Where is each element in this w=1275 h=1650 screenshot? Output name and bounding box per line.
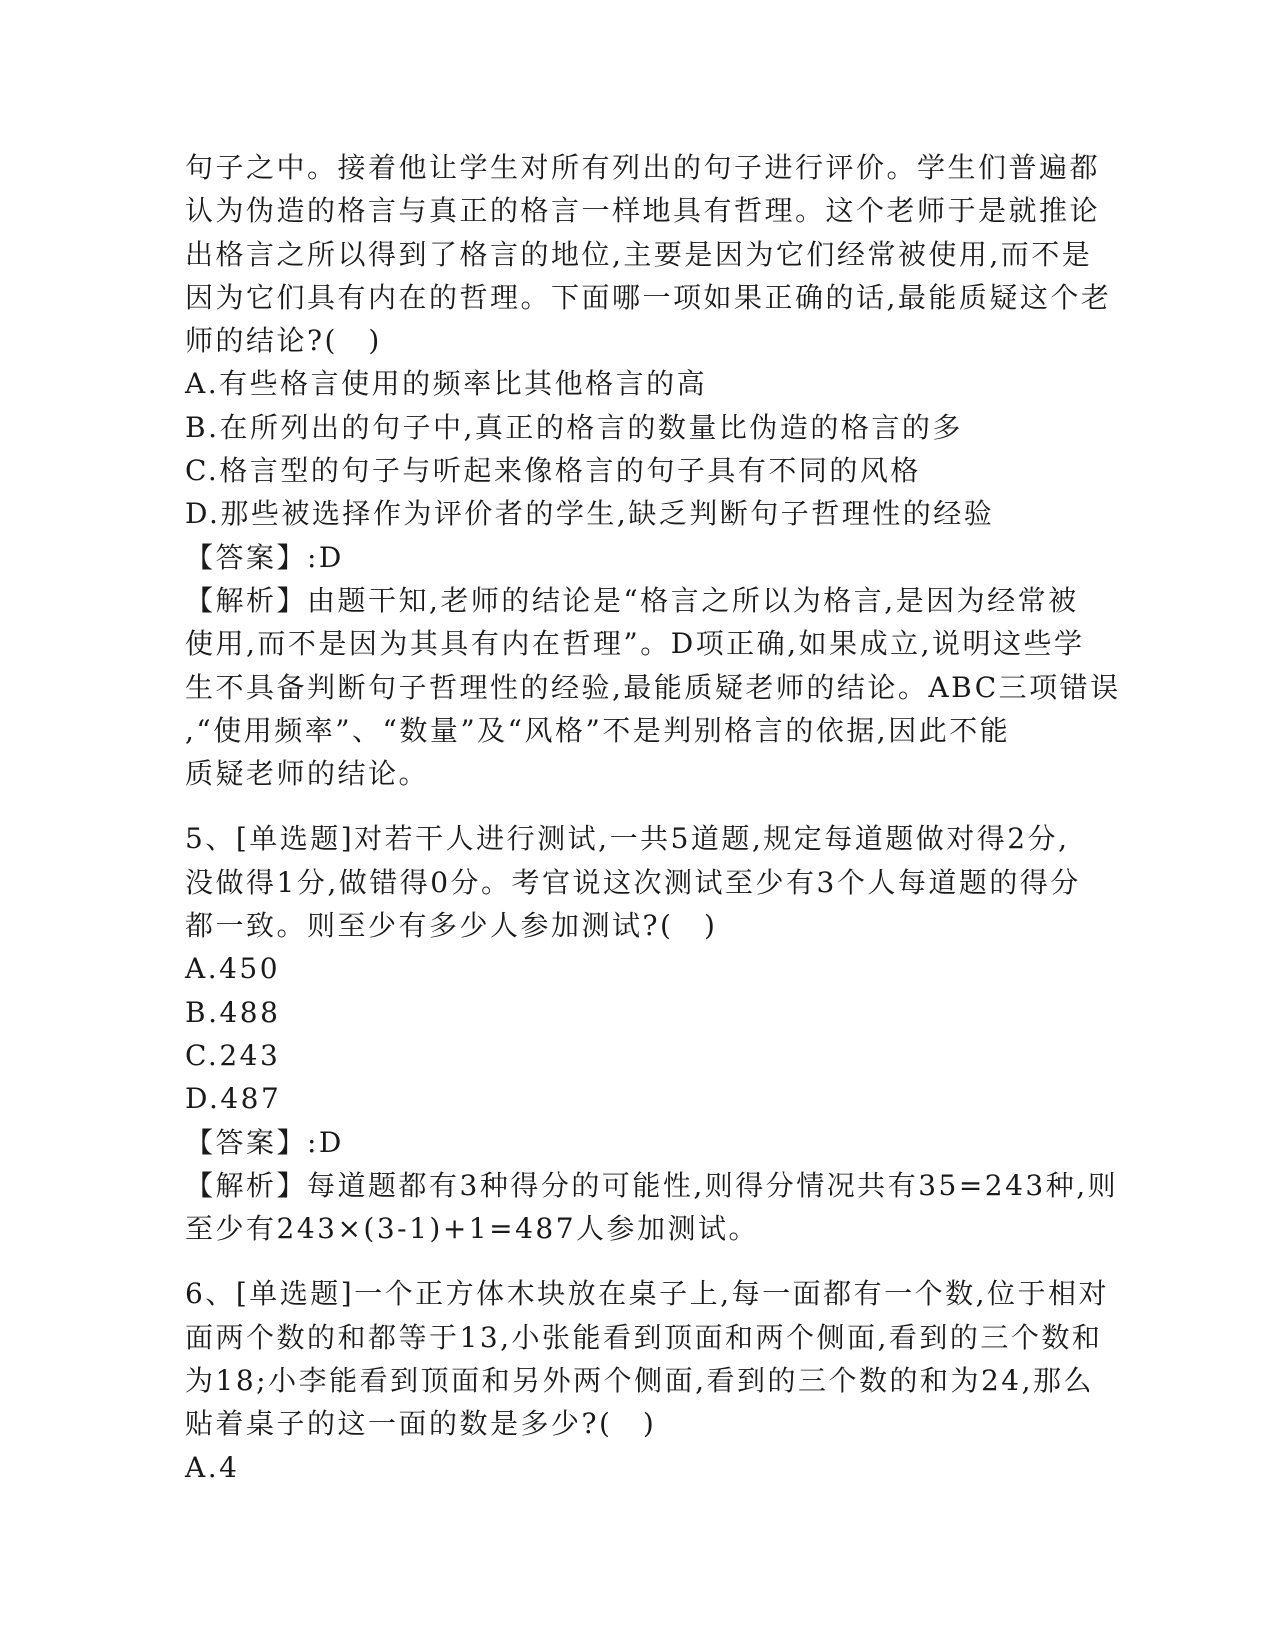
option-a: A.有些格言使用的频率比其他格言的高	[185, 367, 708, 401]
option-b: B.488	[185, 995, 281, 1029]
question-stem-line: 师的结论?( )	[185, 324, 382, 358]
analysis-line: 【解析】每道题都有3种得分的可能性,则得分情况共有35=243种,则	[185, 1168, 1119, 1202]
analysis-line: 至少有243×(3-1)+1=487人参加测试。	[185, 1212, 760, 1246]
question-separator	[185, 795, 1085, 817]
question-stem-line: 出格言之所以得到了格言的地位,主要是因为它们经常被使用,而不是	[185, 237, 1093, 271]
analysis-line: ,“使用频率”、“数量”及“风格”不是判别格言的依据,因此不能	[185, 713, 1011, 747]
question-stem-line: 句子之中。接着他让学生对所有列出的句子进行评价。学生们普遍都	[185, 151, 1101, 184]
question-stem-line: 因为它们具有内在的哲理。下面哪一项如果正确的话,最能质疑这个老	[185, 280, 1112, 314]
option-b: B.在所列出的句子中,真正的格言的数量比伪造的格言的多	[185, 410, 963, 444]
option-a: A.450	[185, 952, 281, 986]
question-separator	[185, 1250, 1085, 1272]
question-stem-line: 没做得1分,做错得0分。考官说这次测试至少有3个人每道题的得分	[185, 865, 1081, 899]
analysis-line: 质疑老师的结论。	[185, 757, 430, 791]
analysis-line: 生不具备判断句子哲理性的经验,最能质疑老师的结论。ABC三项错误	[185, 670, 1121, 704]
question-stem-line: 5、[单选题]对若干人进行测试,一共5道题,规定每道题做对得2分,	[185, 822, 1070, 856]
option-c: C.格言型的句子与听起来像格言的句子具有不同的风格	[185, 454, 921, 488]
option-c: C.243	[185, 1038, 281, 1072]
document-page	[185, 146, 1121, 1489]
question-6-block	[185, 1272, 1109, 1488]
analysis-line: 使用,而不是因为其具有内在哲理”。D项正确,如果成立,说明这些学	[185, 627, 1085, 661]
option-d: D.487	[185, 1082, 282, 1116]
question-stem-line: 都一致。则至少有多少人参加测试?( )	[185, 909, 718, 943]
question-stem-line: 面两个数的和都等于13,小张能看到顶面和两个侧面,看到的三个数和	[185, 1320, 1103, 1354]
question-stem-line: 贴着桌子的这一面的数是多少?( )	[185, 1407, 657, 1441]
option-d: D.那些被选择作为评价者的学生,缺乏判断句子哲理性的经验	[185, 497, 995, 531]
option-a: A.4	[185, 1450, 240, 1484]
question-stem-line: 6、[单选题]一个正方体木块放在桌子上,每一面都有一个数,位于相对	[185, 1277, 1109, 1311]
question-stem-line: 认为伪造的格言与真正的格言一样地具有哲理。这个老师于是就推论	[185, 194, 1101, 228]
answer-line: 【答案】:D	[185, 540, 344, 574]
analysis-line: 【解析】由题干知,老师的结论是“格言之所以为格言,是因为经常被	[185, 583, 1079, 617]
question-4-block	[185, 146, 1121, 795]
answer-line: 【答案】:D	[185, 1125, 344, 1159]
question-stem-line: 为18;小李能看到顶面和另外两个侧面,看到的三个数的和为24,那么	[185, 1364, 1094, 1398]
question-5-block	[185, 817, 1119, 1250]
